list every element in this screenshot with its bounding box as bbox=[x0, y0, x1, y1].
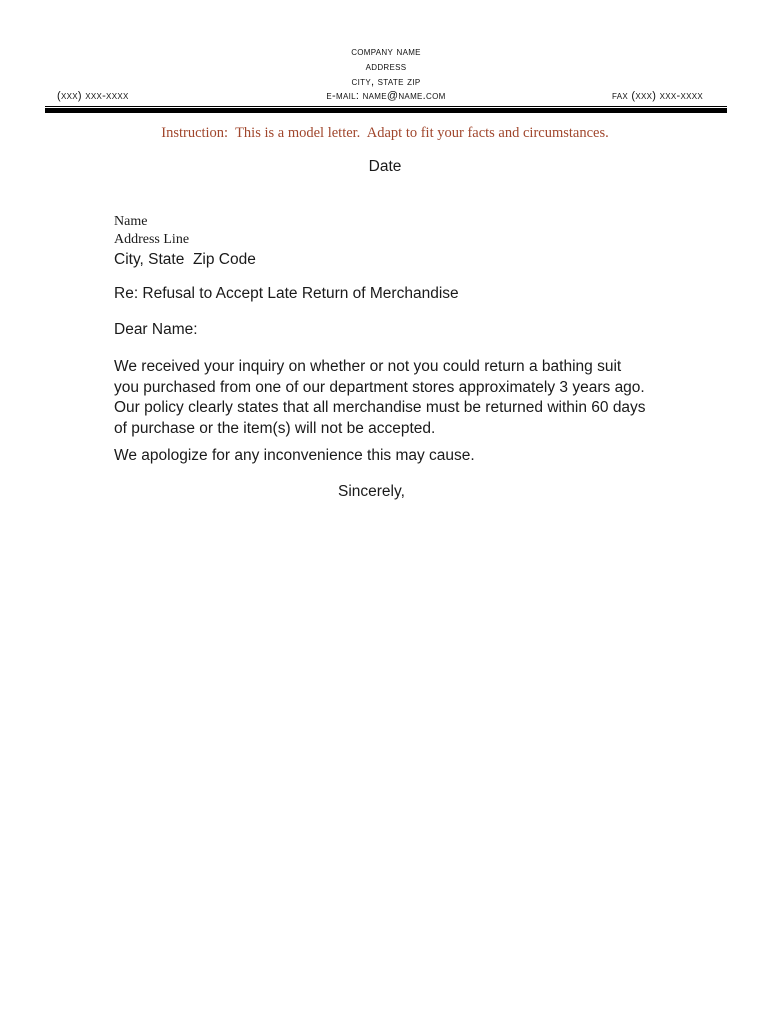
body-paragraph-1: We received your inquiry on whether or not you could return a bathing suit you purchased from one of our department stores approximately 3 years ago. Our policy clearly states that all merchandise must be returned within 60 days of purchase or the item(s) will not be accepted. bbox=[114, 358, 646, 437]
recipient-name: Name bbox=[114, 214, 148, 229]
body-paragraph-2: We apologize for any inconvenience this may cause. bbox=[114, 447, 475, 464]
company-name: company name bbox=[351, 46, 421, 58]
salutation: Dear Name: bbox=[114, 321, 198, 338]
company-email: e-mail: name@name.com bbox=[326, 90, 446, 103]
company-fax: fax (xxx) xxx-xxxx bbox=[612, 90, 703, 103]
company-phone: (xxx) xxx-xxxx bbox=[57, 90, 129, 103]
letterhead-contact-row bbox=[45, 89, 727, 104]
recipient-address-line: Address Line bbox=[114, 231, 190, 247]
company-city-state-zip: city, state zip bbox=[351, 75, 421, 88]
closing-line: Sincerely, bbox=[338, 483, 405, 500]
subject-line: Re: Refusal to Accept Late Return of Merchandise bbox=[114, 285, 459, 302]
recipient-city-state-zip: City, State Zip Code bbox=[114, 251, 256, 268]
date-line: Date bbox=[368, 158, 402, 175]
letterhead bbox=[45, 45, 727, 104]
recipient-address-block bbox=[114, 213, 674, 270]
divider-thick-bar bbox=[45, 108, 727, 113]
letterhead-divider bbox=[45, 106, 727, 113]
instruction-note: Instruction: This is a model letter. Adapt to fit your facts and circumstances. bbox=[161, 125, 609, 141]
company-address: address bbox=[365, 60, 407, 73]
